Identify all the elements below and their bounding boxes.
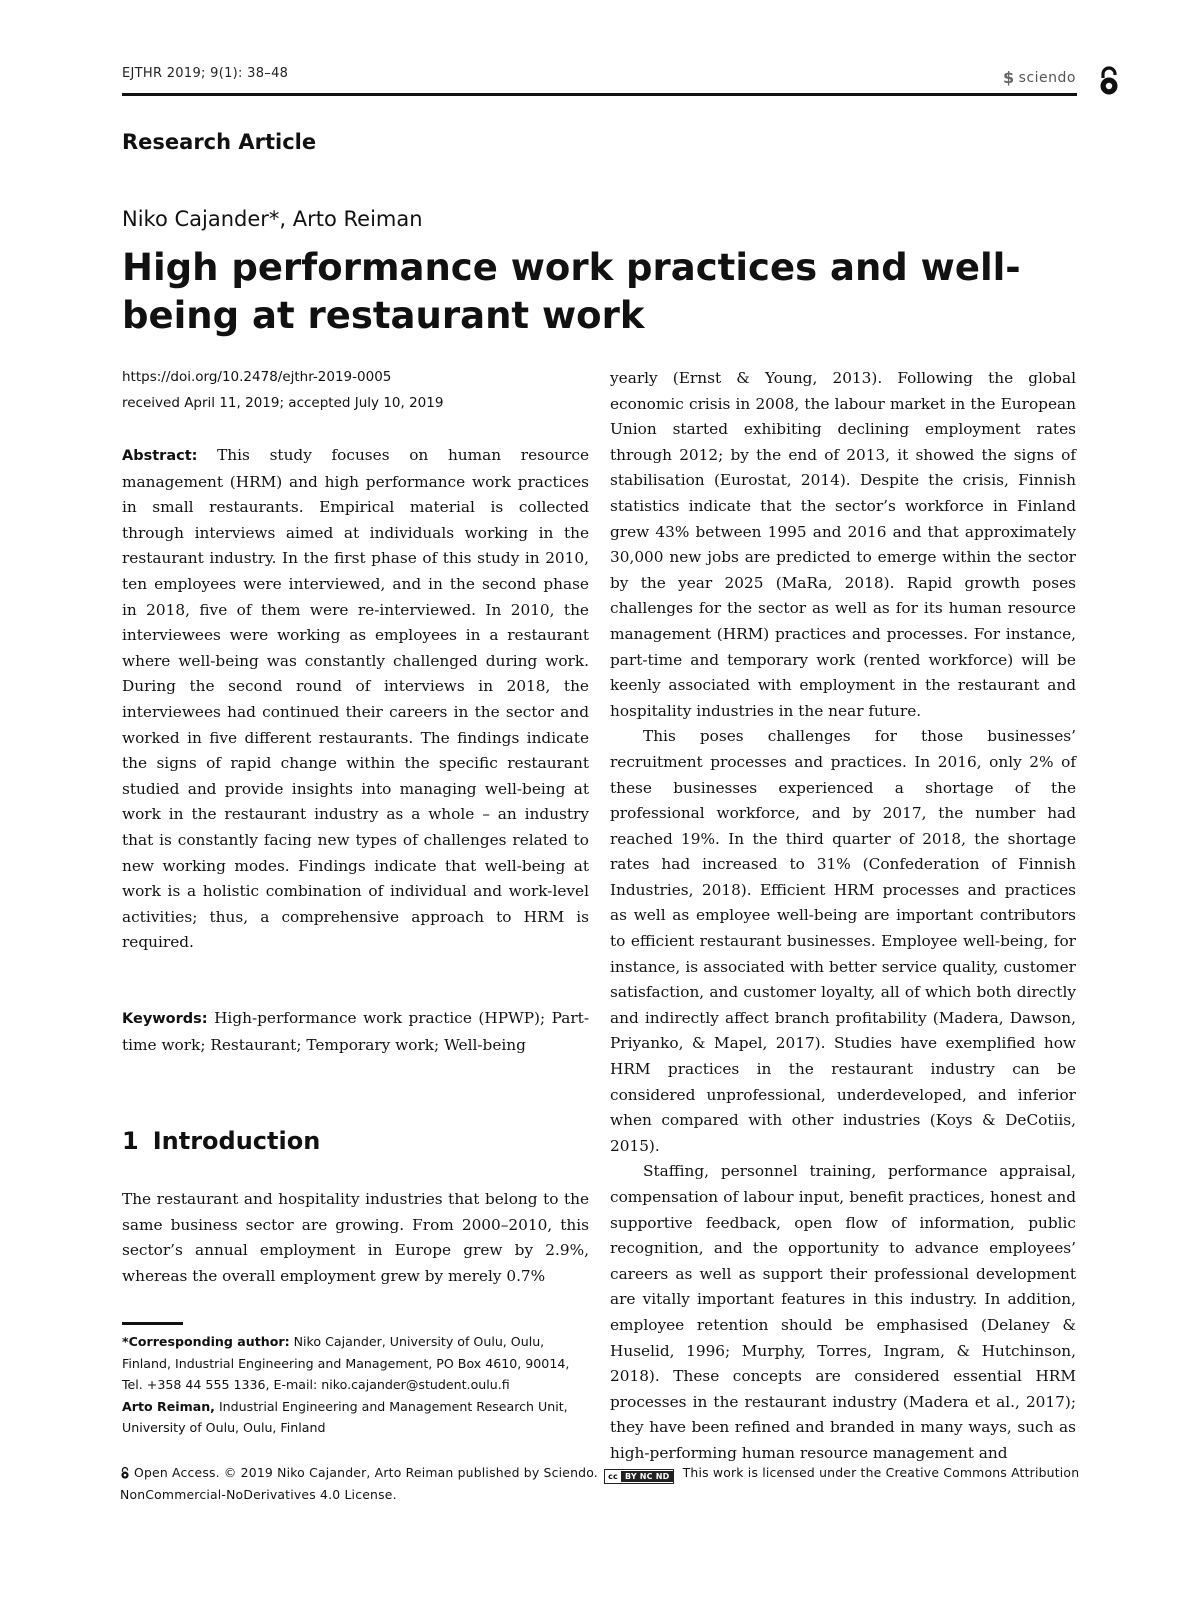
- intro-paragraph: [122, 1187, 589, 1289]
- corresponding-author-label: *Corresponding author:: [122, 1334, 290, 1349]
- keywords-label: Keywords:: [122, 1011, 208, 1027]
- section-heading: [122, 1127, 320, 1155]
- abstract: [122, 443, 589, 956]
- body-paragraph-2: This poses challenges for those businesses’ recruitment processes and practices. In 2016, only 2% of these businesses experienced a shortage of the professional workforce, and by 2017, the number had reached 19%. In the third quarter of 2018, the shortage rates had increased to 31% (Confederation of Finnish Industries, 2018). Efficient HRM processes and practices as well as employee well-being are important contributors to efficient restaurant businesses. Employee well-being, for instance, is associated with better service quality, customer satisfaction, and customer loyalty, all of which both directly and indirectly affect branch profitability (Madera, Dawson, Priyanko, & Mapel, 2017). Studies have exemplified how HRM practices in the restaurant industry can be considered unprofessional, underdeveloped, and inferior when compared with other industries (Koys & DeCotiis, 2015).: [610, 727, 1076, 1155]
- submission-dates: received April 11, 2019; accepted July 10, 2019: [122, 395, 444, 411]
- abstract-text: This study focuses on human resource management (HRM) and high performance work practices in small restaurants. Empirical material is collected through interviews aimed at individuals working in the restaurant industry. In the first phase of this study in 2010, ten employees were interviewed, and in the second phase in 2018, five of them were re-interviewed. In 2010, the interviewees were working as employees in a restaurant where well-being was constantly challenged during work. During the second round of interviews in 2018, the interviewees had continued their careers in the sector and worked in five different restaurants. The findings indicate the signs of rapid change within the specific restaurant studied and provide insights into managing well-being at work in the restaurant industry as a whole – an industry that is constantly facing new types of challenges related to new working modes. Findings indicate that well-being at work is a holistic combination of individual and work-level activities; thus, a comprehensive approach to HRM is required.: [122, 446, 589, 952]
- license-text: This work is licensed under the Creative Commons Attribution NonCommercial-NoDerivatives 4.0 License.: [120, 1465, 1080, 1502]
- article-type: Research Article: [122, 130, 317, 154]
- header-rule: [122, 93, 1077, 96]
- doi-link[interactable]: https://doi.org/10.2478/ejthr-2019-0005: [122, 369, 392, 385]
- open-access-lock-icon: [1097, 66, 1121, 96]
- body-paragraph-1: yearly (Ernst & Young, 2013). Following the global economic crisis in 2008, the labour market in the European Union started exhibiting declining employment rates through 2012; by the end of 2013, it showed the signs of stabilisation (Eurostat, 2014). Despite the crisis, Finnish statistics indicate that the sector’s workforce in Finland grew 43% between 1995 and 2016 and that approximately 30,000 new jobs are predicted to emerge within the sector by the year 2025 (MaRa, 2018). Rapid growth poses challenges for the sector as well as for its human resource management (HRM) practices and processes. For instance, part-time and temporary work (rented workforce) will be keenly associated with employment in the restaurant and hospitality industries in the near future.: [610, 369, 1076, 720]
- corresponding-author-details: Niko Cajander, University of Oulu, Oulu, Finland, Industrial Engineering and Management, PO Box 4610, 90014, Tel. +358 44 555 1336, E-mail: niko.cajander@student.oulu.fi: [122, 1334, 570, 1393]
- footnote-rule: [122, 1322, 183, 1325]
- sciendo-s-icon: $: [1003, 68, 1015, 87]
- intro-text: The restaurant and hospitality industries that belong to the same business sector are growing. From 2000–2010, this sector’s annual employment in Europe grew by 2.9%, whereas the overall employment grew by merely 0.7%: [122, 1190, 589, 1285]
- section-title: Introduction: [152, 1127, 321, 1155]
- cc-license-badge[interactable]: [604, 1469, 674, 1484]
- article-title: High performance work practices and well-being at restaurant work: [122, 246, 1021, 337]
- cc-badge-cc: cc: [605, 1471, 621, 1482]
- license-copyright: Open Access. © 2019 Niko Cajander, Arto Reiman published by Sciendo.: [134, 1465, 598, 1480]
- abstract-label: Abstract:: [122, 448, 198, 464]
- cc-badge-terms: BY NC ND: [621, 1471, 674, 1482]
- keywords: [122, 1006, 589, 1058]
- author-list: Niko Cajander*, Arto Reiman: [122, 207, 423, 231]
- second-author-name: Arto Reiman,: [122, 1398, 215, 1414]
- right-column: [610, 366, 1076, 1467]
- publisher-name: sciendo: [1018, 69, 1076, 86]
- keywords-text: High-performance work practice (HPWP); Part-time work; Restaurant; Temporary work; Well-being: [122, 1009, 589, 1054]
- publisher-brand[interactable]: [1003, 68, 1076, 87]
- body-paragraph-3: Staffing, personnel training, performance appraisal, compensation of labour input, benefit practices, honest and supportive feedback, open flow of information, public recognition, and the opportunity to advance employees’ careers as well as support their professional development are vitally important features in this industry. In addition, employee retention should be emphasised (Delaney & Huselid, 1996; Murphy, Torres, Ingram, & Hutchinson, 2018). These concepts are considered essential HRM processes in the restaurant industry (Madera et al., 2017); they have been refined and branded in many ways, such as high-performing human resource management and: [610, 1162, 1076, 1462]
- license-statement: [120, 1462, 1080, 1505]
- section-number: 1: [122, 1127, 139, 1155]
- footnote: [122, 1331, 589, 1439]
- second-author-affiliation: Industrial Engineering and Management Research Unit, University of Oulu, Oulu, Finland: [122, 1398, 568, 1436]
- open-access-lock-icon: [120, 1466, 130, 1480]
- journal-reference: EJTHR 2019; 9(1): 38–48: [122, 66, 289, 81]
